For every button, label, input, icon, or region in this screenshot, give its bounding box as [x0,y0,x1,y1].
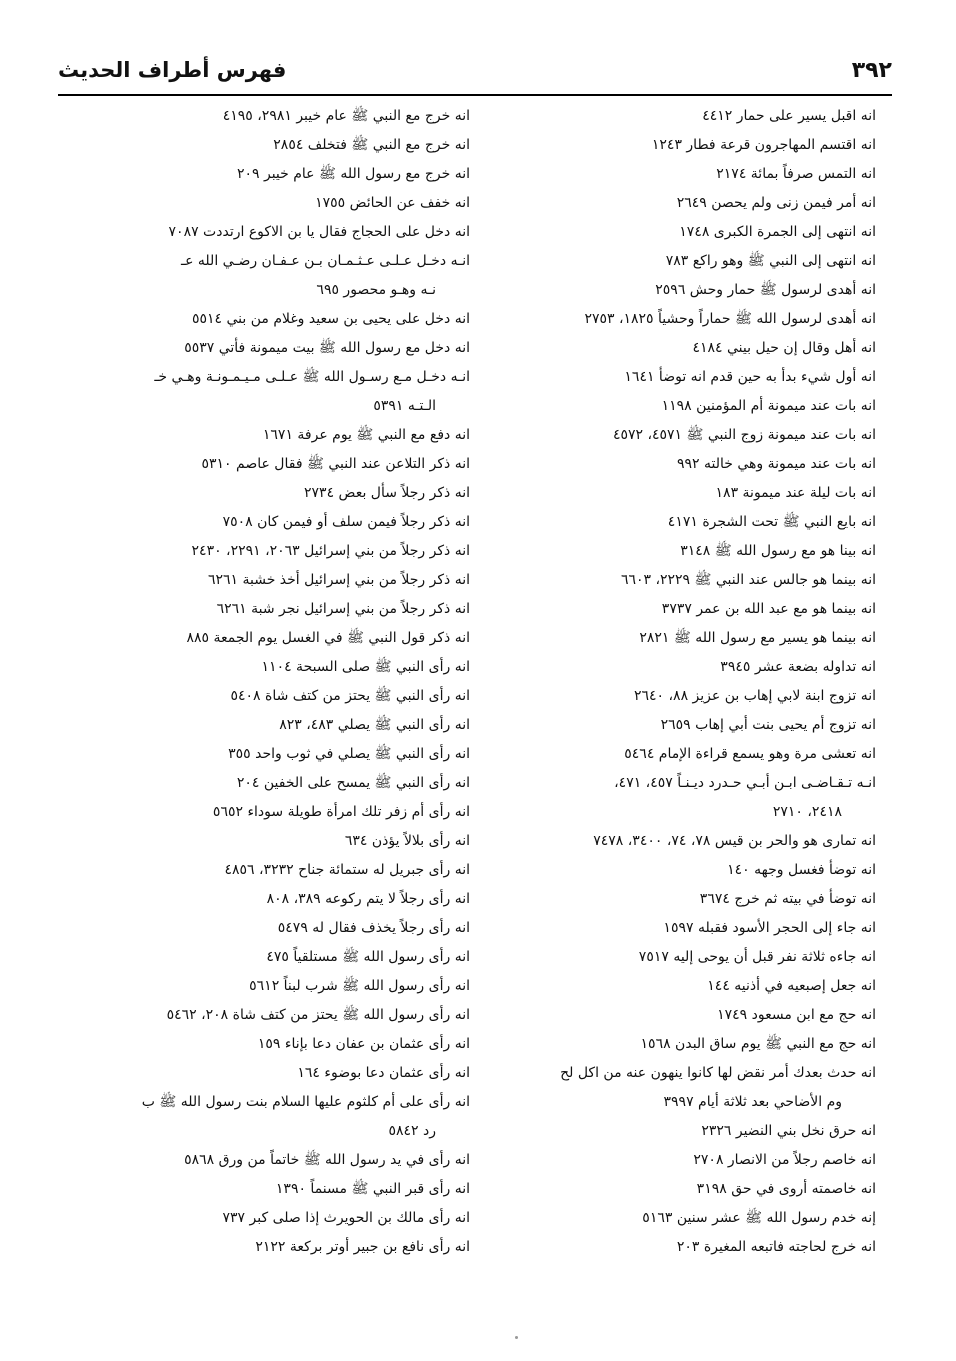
index-entry: انه جاءه ثلاثة نفر قبل أن يوحى إليه ٧٥١٧ [638,949,876,965]
index-entry: انه خاصم رجلاً من الانصار ٢٧٠٨ [693,1152,876,1168]
index-entry: انه خرج لحاجته فاتبعه المغيرة ٢٠٣ [676,1239,876,1255]
index-entry: انه تعشى مرة وهو يسمع قراءة الإمام ٥٤٦٤ [624,746,876,762]
index-entry: انه دخل مع رسول الله ﷺ بيت ميمونة فأتي ٥٥٣٧ [184,340,470,356]
index-entry: انه خفف عن الحائض ١٧٥٥ [315,195,470,211]
index-entry: انـه دخـل عـلـى عـثـمـان بـن عـفـان رضـي الله عـ نـه وهـو محصور ٦٩٥ [181,253,470,298]
index-entry: انه جاء إلى الحجر الأسود فقبله ١٥٩٧ [663,920,876,936]
index-entry: انه أهدى لرسول الله ﷺ حماراً وحشياً ١٨٢٥، ٢٧٥٣ [584,311,876,327]
index-entry: انه رأى رسول الله ﷺ مستلقياً ٤٧٥ [266,949,470,965]
index-entry: انه بات ليلة عند ميمونة ١٨٣ [715,485,876,501]
index-entry: انه جعل إصبعيه في أذنيه ١٤٤ [707,978,876,994]
index-entry: انه أهل وقال إن حيل بيني ٤١٨٤ [692,340,876,356]
index-entry: انه بينا هو مع رسول الله ﷺ ٣١٤٨ [680,543,876,559]
index-entry: انه رأى رجلاً يخذف فقال له ٥٤٧٩ [277,920,470,936]
index-entry: انه حدث بعدك أمر نقض لها كانوا ينهون عنه من اكل لح وم الأضاحي بعد ثلاثة أيام ٣٩٩٧ [560,1065,876,1110]
index-entry: انه رأى قبر النبي ﷺ مسنماً ١٣٩٠ [275,1181,470,1197]
index-entry: انه تداوله بضعة عشر ٣٩٤٥ [720,659,876,675]
index-entry: انه رأى بلالاً يؤذن ٦٣٤ [344,833,470,849]
index-entry: انه رأى النبي ﷺ يصلي ٤٨٣، ٨٢٣ [279,717,470,733]
index-entry: انه رأى عثمان بن عفان دعا بإناء ١٥٩ [257,1036,470,1052]
index-entry: انه توضأ في بيته ثم خرج ٣٦٧٤ [699,891,876,907]
index-entry: انه توضأ فغسل وجهه ١٤٠ [727,862,876,878]
index-entry: انه بات عند ميمونة أم المؤمنين ١١٩٨ [661,398,876,414]
index-entry: انه رأى النبي ﷺ يصلي في ثوب واحد ٣٥٥ [228,746,470,762]
index-entry: انه رأى جبريل له ستمائة جناح ٣٢٣٢، ٤٨٥٦ [224,862,470,878]
index-entry: انه انتهى إلى الجمرة الكبرى ١٧٤٨ [679,224,876,240]
scan-speck [515,1336,518,1339]
index-entry: انه بينما هو جالس عند النبي ﷺ ٢٢٢٩، ٦٦٠٣ [620,572,876,588]
index-entry: انه تزوج أم يحيى بنت أبي إهاب ٢٦٥٩ [660,717,876,733]
index-entry: انه حرق نخل بني النضير ٢٣٢٦ [701,1123,876,1139]
index-entry: انه ذكر رجلاً من بني إسرائيل نجر شبة ٦٢٦١ [216,601,470,617]
index-entry: انه ذكر التلاعن عند النبي ﷺ فقال عاصم ٥٣١٠ [201,456,470,472]
index-entry: انه رأى رسول الله ﷺ يحتز من كتف شاة ٢٠٨، ٥٤٦٢ [166,1007,470,1023]
right-column [476,102,876,1262]
page-header [58,52,892,88]
index-entry: انه ذكر رجلاً سأل بعض ٢٧٣٤ [304,485,470,501]
index-entry: انه خاصمته أروى في حق ٣١٩٨ [696,1181,876,1197]
index-entry: انه رأى على أم كلثوم عليها السلام بنت رسول الله ﷺ ب رد ٥٨٤٢ [141,1094,470,1139]
index-entry: انه حج مع ابن مسعود ١٧٤٩ [717,1007,876,1023]
index-entry: انه ذكر قول النبي ﷺ في الغسل يوم الجمعة ٨٨٥ [186,630,470,646]
index-entry: انه رأى عثمان دعا بوضوء ١٦٤ [297,1065,470,1081]
index-entry: انه رأى النبي ﷺ يحتز من كتف شاة ٥٤٠٨ [230,688,470,704]
header-rule [58,94,892,96]
index-entry: انه خرج مع رسول الله ﷺ عام خيبر ٢٠٩ [236,166,470,182]
index-entry: انه بينما هو مع عبد الله بن عمر ٣٧٣٧ [661,601,876,617]
index-entry: انه دفع مع النبي ﷺ يوم عرفة ١٦٧١ [262,427,470,443]
index-entry: انه أمر فيمن زنى ولم يحصن ٢٦٤٩ [676,195,876,211]
index-entry: انه رأى نافع بن جبير أوتر بركعة ٢١٢٢ [255,1239,470,1255]
index-entry: انه ذكر رجلاً من بني إسرائيل ٢٠٦٣، ٢٢٩١، ٢٤٣٠ [191,543,470,559]
page-number: ٣٩٢ [851,57,892,83]
index-entry: انه دخل على الحجاج فقال يا بن الاكوع ارتددت ٧٠٨٧ [168,224,470,240]
index-entry: انه أهدى لرسول ﷺ حمار وحش ٢٥٩٦ [655,282,876,298]
index-entry: انه التمس صرفاً بمائة ٢١٧٤ [716,166,876,182]
index-entry: انه انتهى إلى النبي ﷺ وهو راكع ٧٨٣ [665,253,876,269]
index-entry: انه تمارى هو والحر بن قيس ٧٨، ٧٤، ٣٤٠٠، ٧٤٧٨ [593,833,876,849]
index-entry: انه ذكر رجلاً فيمن سلف أو فيمن كان ٧٥٠٨ [222,514,470,530]
left-column [65,102,470,1262]
index-entry: انه اقبل يسير على حمار ٤٤١٢ [702,108,876,124]
index-entry: انه رأى في يد رسول الله ﷺ خاتماً من ورق ٥٨٦٨ [184,1152,470,1168]
index-entry: انه رأى رجلاً لا يتم ركوعه ٣٨٩، ٨٠٨ [266,891,470,907]
index-entry: انـه دخـل مـع رسـول الله ﷺ عـلـى مـيـمـونـة وهـي خـ الـتـه ٥٣٩١ [154,369,470,414]
index-entry: انه دخل على يحيى بن سعيد وغلام من بني ٥٥١٤ [191,311,470,327]
index-entry: انه رأى النبي ﷺ يمسح على الخفين ٢٠٤ [236,775,470,791]
index-entry: انه اقتسم المهاجرون قرعة فطار ١٢٤٣ [651,137,876,153]
index-entry: انه ذكر رجلاً من بني إسرائيل أخذ خشبة ٦٢٦١ [207,572,470,588]
index-entry: انـه تـقـاضـى ابـن أبـي حـدرد ديـنـاً ٤٥٧، ٤٧١، ٢٤١٨، ٢٧١٠ [614,775,876,820]
index-entry: انه رأى أم زفر تلك امرأة طويلة سوداء ٥٦٥٢ [212,804,470,820]
index-entry: انه بات عند ميمونة زوج النبي ﷺ ٤٥٧١، ٤٥٧٢ [612,427,876,443]
index-entry: انه حج مع النبي ﷺ يوم ساق البدن ١٥٦٨ [640,1036,876,1052]
index-entry: انه خرج مع النبي ﷺ عام خيبر ٢٩٨١، ٤١٩٥ [222,108,470,124]
index-entry: انه تزوج ابنة لابي إهاب بن عزيز ٨٨، ٢٦٤٠ [634,688,876,704]
index-entry: انه خرج مع النبي ﷺ فتخلف ٢٨٥٤ [273,137,470,153]
index-entry: انه بينما هو يسير مع رسول الله ﷺ ٢٨٢١ [639,630,876,646]
index-entry: انه رأى النبي ﷺ صلى السبحة ١١٠٤ [261,659,470,675]
index-entry: إنه خدم رسول الله ﷺ عشر سنين ٥١٦٣ [642,1210,876,1226]
index-entry: انه رأى رسول الله ﷺ شرب لبناً ٥٦١٢ [249,978,470,994]
index-entry: انه بات عند ميمونة وهي خالته ٩٩٢ [676,456,876,472]
index-entry: انه أول شيء بدأ به حين قدم انه توضأ ١٦٤١ [624,369,876,385]
index-entry: انه بايع النبي ﷺ تحت الشجرة ٤١٧١ [667,514,876,530]
running-title: فهرس أطراف الحديث [58,58,287,82]
index-entry: انه رأى مالك بن الحويرث إذا صلى كبر ٧٣٧ [222,1210,470,1226]
